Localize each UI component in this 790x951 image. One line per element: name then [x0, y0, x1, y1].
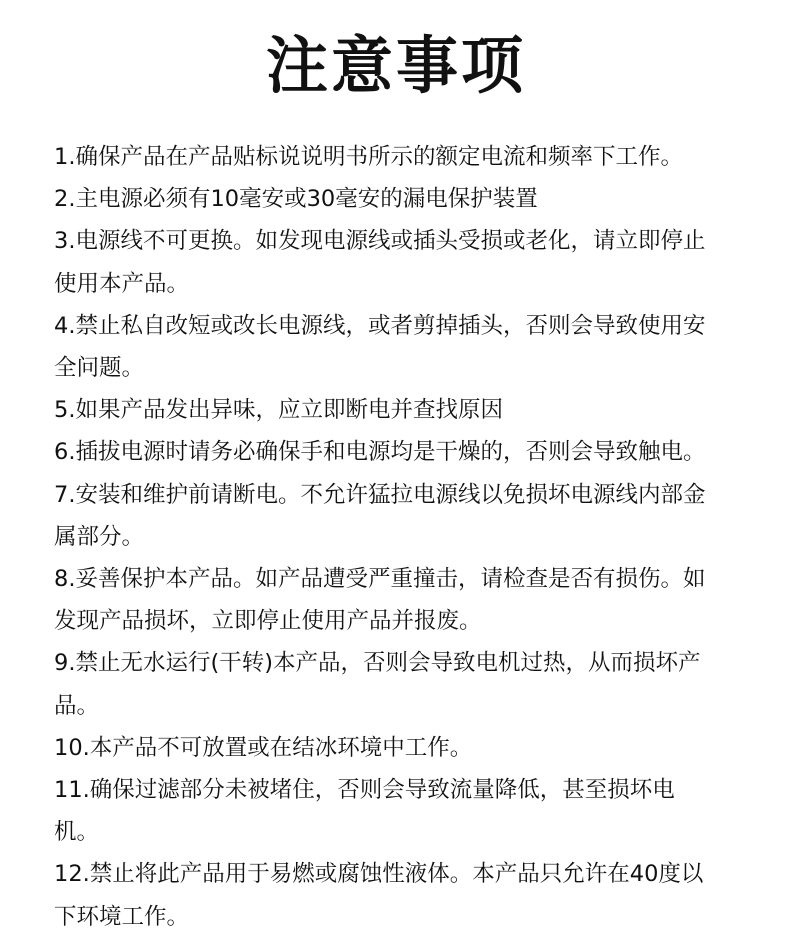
note-line: 全问题。: [54, 355, 145, 382]
page-title: 注意事项: [265, 29, 526, 102]
note-line: 品。: [54, 692, 100, 719]
note-line: 11.确保过滤部分未被堵住，否则会导致流量降低，甚至损坏电: [54, 777, 675, 804]
note-line: 5.如果产品发出异味，应立即断电并查找原因: [54, 397, 503, 424]
note-line: 1.确保产品在产品贴标说说明书所示的额定电流和频率下工作。: [54, 144, 683, 170]
note-line: 发现产品损坏，立即停止使用产品并报废。: [54, 608, 482, 635]
note-line: 8.妥善保护本产品。如产品遭受严重撞击，请检查是否有损伤。如: [54, 566, 706, 593]
note-line: 属部分。: [54, 523, 145, 550]
note-line: 机。: [54, 819, 100, 846]
notes-list: [54, 136, 744, 938]
note-line: 10.本产品不可放置或在结冰环境中工作。: [54, 734, 473, 761]
note-line: 7.安装和维护前请断电。不允许猛拉电源线以免损坏电源线内部金: [54, 481, 706, 508]
note-line: 使用本产品。: [54, 270, 190, 297]
note-line: 4.禁止私自改短或改长电源线，或者剪掉插头，否则会导致使用安: [54, 312, 706, 339]
note-line: 9.禁止无水运行(干转)本产品，否则会导致电机过热，从而损坏产: [54, 650, 701, 677]
note-line: 下环境工作。: [54, 903, 190, 930]
note-line: 12.禁止将此产品用于易燃或腐蚀性液体。本产品只允许在40度以: [54, 861, 704, 888]
note-line: 2.主电源必须有10毫安或30毫安的漏电保护装置: [54, 186, 538, 213]
note-line: 6.插拔电源时请务必确保手和电源均是干燥的，否则会导致触电。: [54, 439, 706, 466]
note-line: 3.电源线不可更换。如发现电源线或插头受损或老化，请立即停止: [54, 228, 706, 255]
